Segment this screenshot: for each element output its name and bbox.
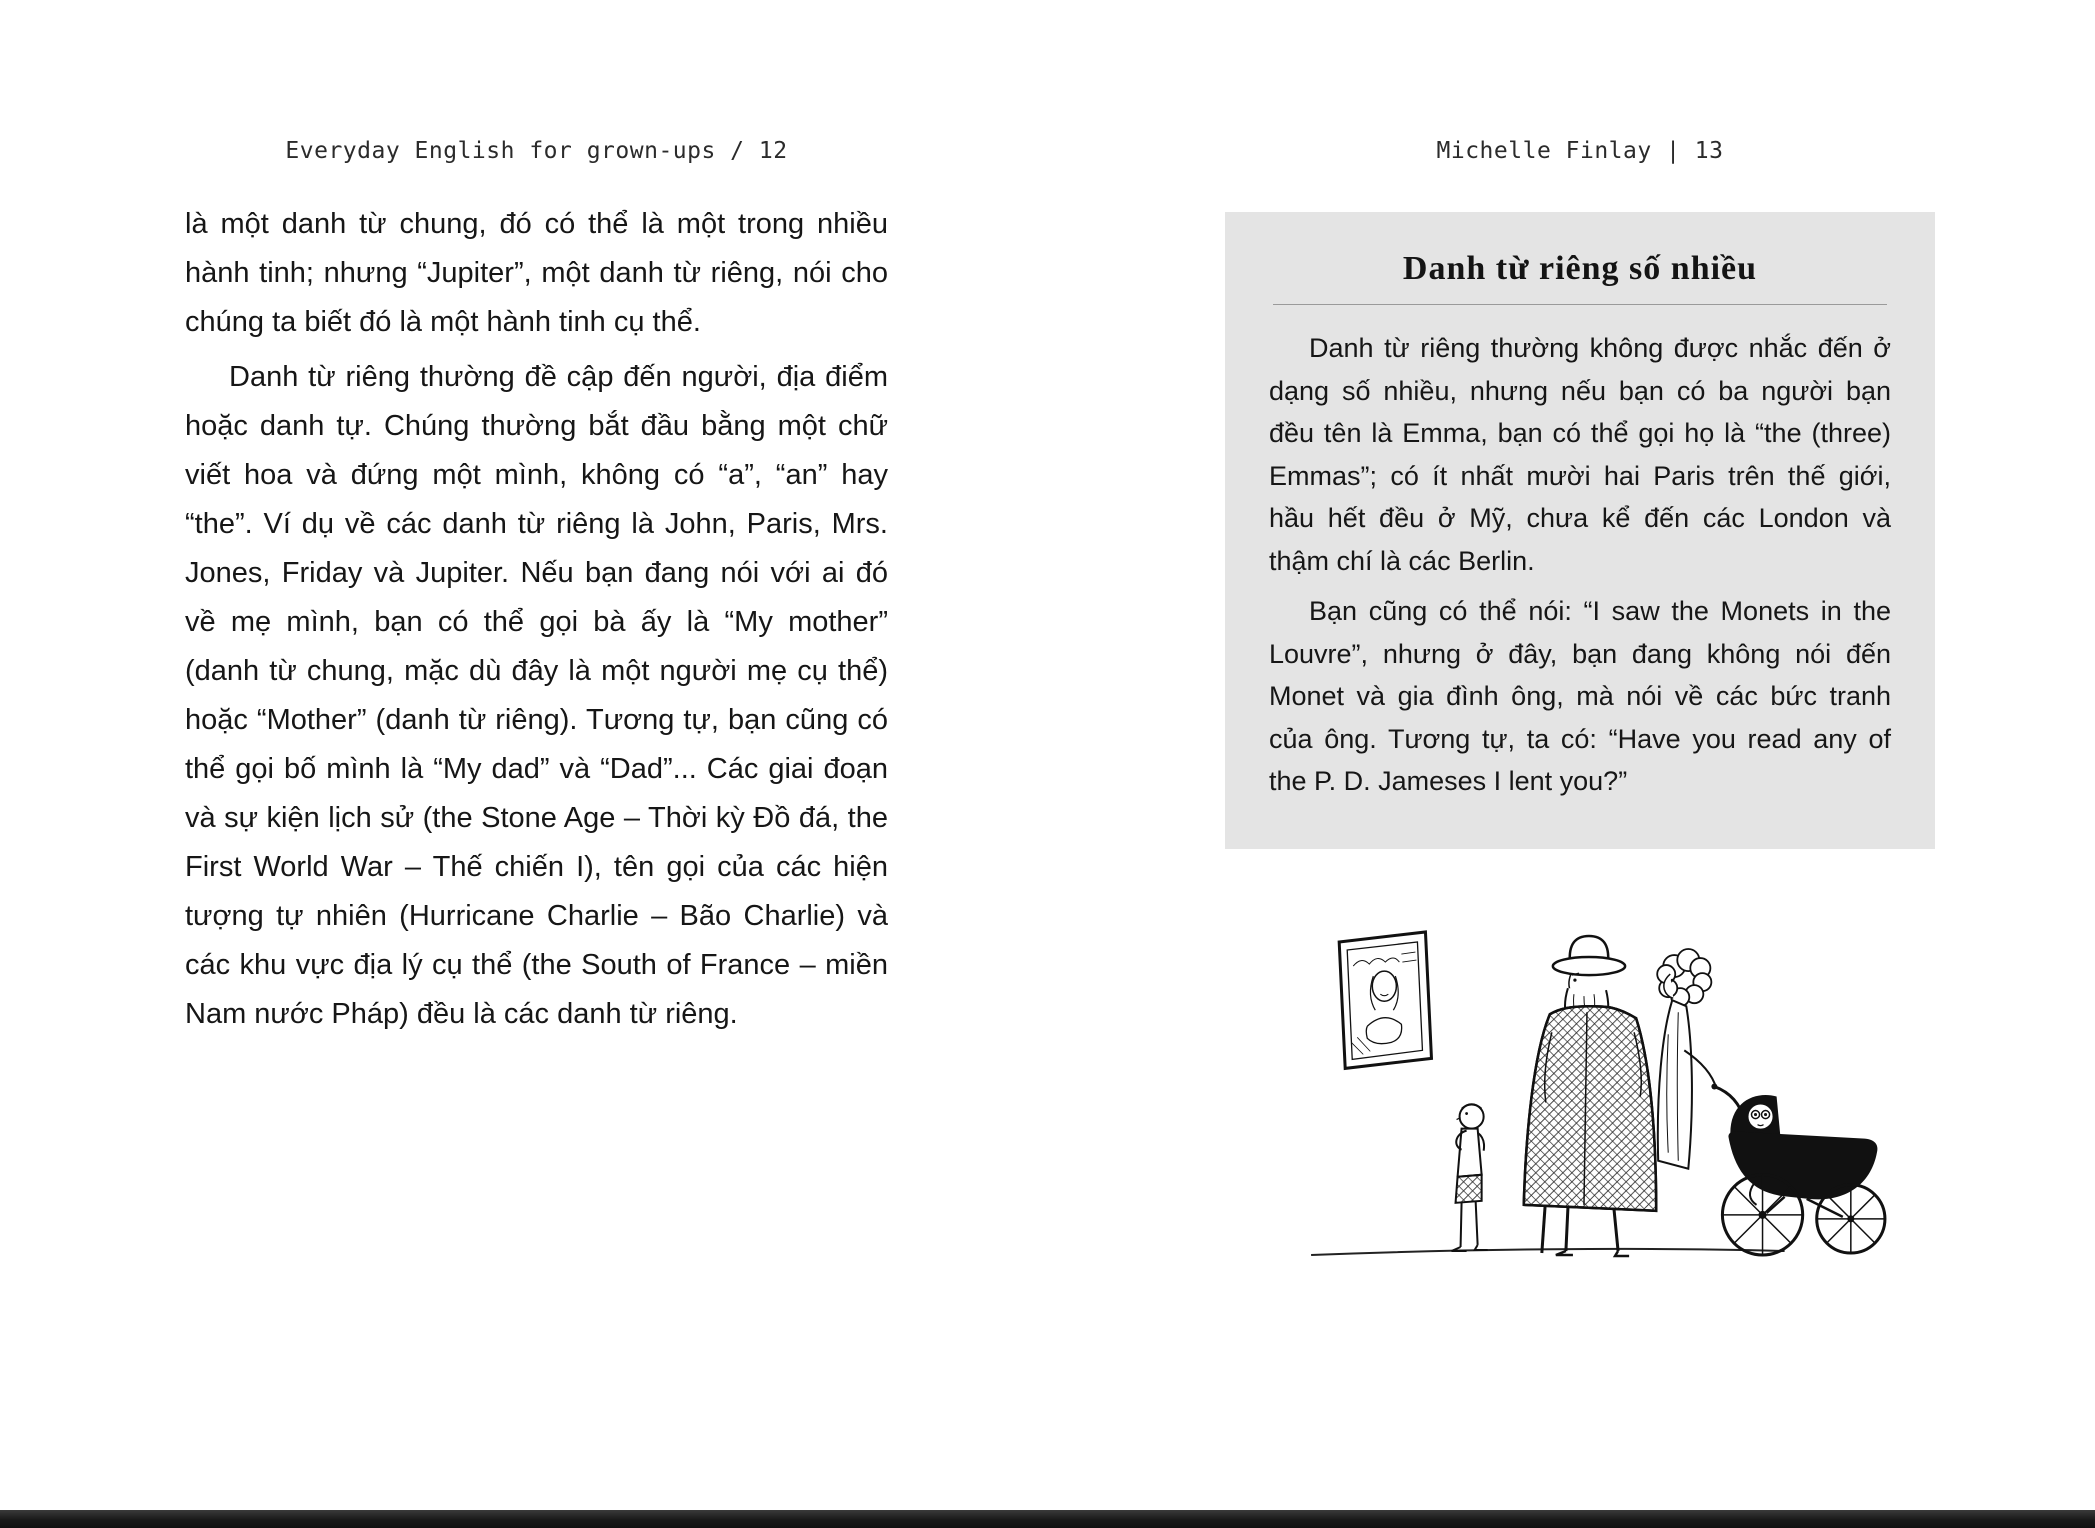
left-page-header: Everyday English for grown-ups / 12 [285,138,788,164]
grammar-tip-box [1225,212,1935,849]
right-page-header: Michelle Finlay | 13 [1436,138,1724,164]
left-page-body [185,200,888,1039]
box-paragraph: Bạn cũng có thể nói: “I saw the Monets in the Louvre”, nhưng ở đây, bạn đang không nói đến Monet và gia đình ông, mà nói về các bức tranh của ông. Tương tự, ta có: “Have you read any of the P. D. Jameses I lent you?” [1269,596,1891,796]
body-paragraph: Danh từ riêng thường đề cập đến người, địa điểm hoặc danh tự. Chúng thường bắt đầu bằng một chữ viết hoa và đứng một mình, không có “a”, “an” hay “the”. Ví dụ về các danh từ riêng là John, Paris, Mrs. Jones, Friday và Jupiter. Nếu bạn đang nói với ai đó về mẹ mình, bạn có thể gọi bà ấy là “My mother” (danh từ chung, mặc dù đây là một người mẹ cụ thể) hoặc “Mother” (danh từ riêng). Tương tự, bạn cũng có thể gọi bố mình là “My dad” và “Dad”... Các giai đoạn và sự kiện lịch sử (the Stone Age – Thời kỳ Đồ đá, the First World War – Thế chiến I), tên gọi của các hiện tượng tự nhiên (Hurricane Charlie – Bão Charlie) và các khu vực địa lý cụ thể (the South of France – miền Nam nước Pháp) đều là các danh từ riêng. [185,361,888,1030]
box-paragraph: Danh từ riêng thường không được nhắc đến ở dạng số nhiều, nhưng nếu bạn có ba người bạn đều tên là Emma, bạn có thể gọi họ là “the (three) Emmas”; có ít nhất mười hai Paris trên thế giới, hầu hết đều ở Mỹ, chưa kể đến các London và thậm chí là các Berlin. [1269,333,1891,576]
title-divider [1273,304,1887,305]
boy-figure-icon [1452,1104,1488,1251]
gallery-illustration [1283,900,1905,1290]
ground-line [1311,1249,1785,1255]
man-figure-icon [1524,936,1656,1256]
body-paragraph: là một danh từ chung, đó có thể là một trong nhiều hành tinh; nhưng “Jupiter”, một danh từ riêng, nói cho chúng ta biết đó là một hành tinh cụ thể. [185,208,888,338]
mona-lisa-painting-icon [1339,932,1431,1068]
gallery-illustration-svg [1283,900,1905,1290]
grammar-box-body [1269,327,1891,803]
woman-figure-icon [1657,949,1716,1169]
page-bottom-edge [0,1510,2095,1528]
pram-icon [1711,1083,1885,1255]
grammar-box-title: Danh từ riêng số nhiều [1402,250,1758,287]
